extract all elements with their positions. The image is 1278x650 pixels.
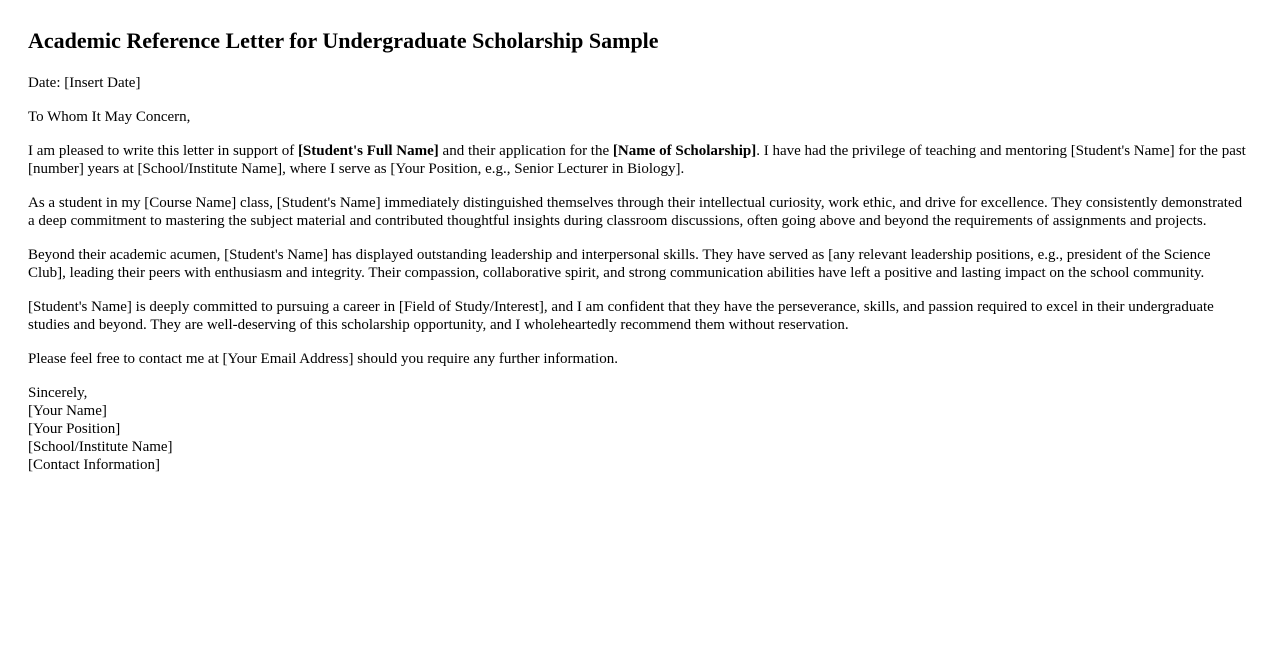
signature-name: [Your Name] [28, 403, 107, 419]
signature-school: [School/Institute Name] [28, 439, 173, 455]
intro-text-1: I am pleased to write this letter in support of [28, 143, 298, 159]
date-line: Date: [Insert Date] [28, 75, 141, 91]
student-full-name: [Student's Full Name] [297, 143, 439, 159]
scholarship-name: [Name of Scholarship] [612, 143, 757, 159]
contact-line: Please feel free to contact me at [Your Email Address] should you require any further information. [28, 351, 618, 367]
paragraph-academic: As a student in my [Course Name] class, [Student's Name] immediately distinguished themselves through their intellectual curiosity, work ethic, and drive for excellence. They consistently demonstrated a deep commitment to mastering the subject material and contributed thoughtful insights during classroom discussions, often going above and beyond the requirements of assignments and projects. [28, 195, 1243, 229]
signature-position: [Your Position] [28, 421, 121, 437]
paragraph-recommendation: [Student's Name] is deeply committed to pursuing a career in [Field of Study/Interest], and I am confident that they have the perseverance, skills, and passion required to excel in their undergraduate studies and beyond. They are well-deserving of this scholarship opportunity, and I wholeheartedly recommend them without reservation. [28, 299, 1214, 333]
salutation: To Whom It May Concern, [28, 109, 191, 125]
signature-block [28, 384, 1250, 474]
signature-contact: [Contact Information] [28, 457, 161, 473]
paragraph-leadership: Beyond their academic acumen, [Student's Name] has displayed outstanding leadership and interpersonal skills. They have served as [any relevant leadership positions, e.g., president of the Science Club], leading their peers with enthusiasm and integrity. Their compassion, collaborative spirit, and strong communication abilities have left a positive and lasting impact on the school community. [28, 247, 1211, 281]
paragraph-introduction [28, 142, 1250, 178]
page-title: Academic Reference Letter for Undergraduate Scholarship Sample [28, 28, 659, 53]
intro-text-3: . I have had the privilege of teaching and mentoring [Student's Name] for the past [number] years at [School/Institute Name], where I serve as [Your Position, e.g., Senior Lecturer in Biology]. [28, 143, 1246, 177]
intro-text-2: and their application for the [438, 143, 613, 159]
signature-closing: Sincerely, [28, 385, 88, 401]
